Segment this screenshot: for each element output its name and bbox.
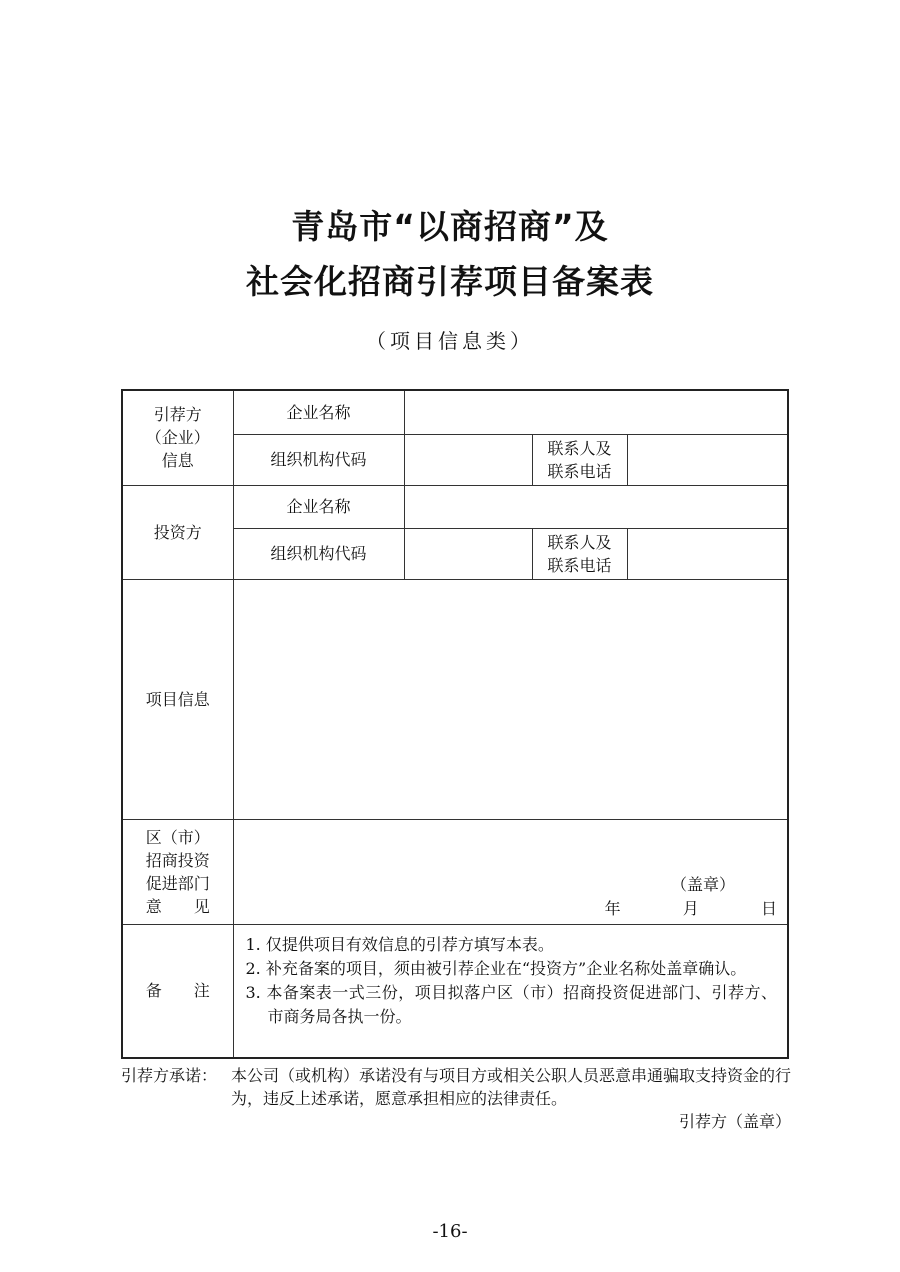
- district-label-line-2: 招商投资: [145, 850, 210, 870]
- recommender-company-name-field[interactable]: [404, 390, 788, 434]
- notes-list: [246, 933, 778, 1029]
- recommender-contact-label-line-2: 联系电话: [547, 461, 612, 481]
- form-title-line-1: 青岛市“以商招商”及: [291, 207, 609, 246]
- date-year-label: 年: [604, 898, 621, 918]
- investor-org-code-field[interactable]: [404, 528, 532, 579]
- investor-contact-label: [532, 528, 627, 579]
- investor-row-1: [122, 485, 788, 528]
- recommender-contact-label: [532, 434, 627, 485]
- investor-contact-label-line-2: 联系电话: [547, 555, 612, 575]
- project-info-label: 项目信息: [122, 579, 233, 819]
- recommender-label-line-2: （企业）: [145, 428, 210, 448]
- recommender-org-code-field[interactable]: [404, 434, 532, 485]
- district-label-line-1: 区（市）: [145, 827, 210, 847]
- notes-row: [122, 924, 788, 1058]
- investor-org-code-label: 组织机构代码: [233, 528, 404, 579]
- date-day-label: 日: [760, 898, 777, 918]
- recommender-label-line-1: 引荐方: [153, 405, 202, 425]
- district-label-line-3: 促进部门: [145, 873, 210, 893]
- recommender-company-name-label: 企业名称: [233, 390, 404, 434]
- recommender-row-1: [122, 390, 788, 434]
- pledge-lead: 引荐方承诺：: [121, 1066, 218, 1085]
- notes-content: [233, 924, 788, 1058]
- recommender-org-code-label: 组织机构代码: [233, 434, 404, 485]
- district-opinion-content: [234, 820, 788, 924]
- investor-company-name-label: 企业名称: [233, 485, 404, 528]
- note-item-1: 1. 仅提供项目有效信息的引荐方填写本表。: [245, 934, 554, 954]
- recommender-group-label: [122, 390, 233, 485]
- investor-contact-label-line-1: 联系人及: [547, 532, 612, 552]
- note-item-3: 3. 本备案表一式三份，项目拟落户区（市）招商投资促进部门、引荐方、市商务局各执一份。: [245, 982, 777, 1026]
- district-date-line: [605, 896, 777, 919]
- district-opinion-row: [122, 819, 788, 924]
- notes-label: 备 注: [122, 924, 233, 1058]
- district-seal-label: （盖章）: [670, 874, 735, 894]
- form-title-line-2: 社会化招商引荐项目备案表: [246, 262, 654, 301]
- recommender-contact-label-line-1: 联系人及: [547, 438, 612, 458]
- filing-form-table: [121, 389, 789, 1059]
- district-opinion-field[interactable]: [233, 819, 788, 924]
- note-item-2: 2. 补充备案的项目，须由被引荐企业在“投资方”企业名称处盖章确认。: [245, 958, 747, 978]
- project-info-row: [122, 579, 788, 819]
- page-number: -16-: [432, 1221, 468, 1242]
- investor-company-name-field[interactable]: [404, 485, 788, 528]
- pledge-body: 本公司（或机构）承诺没有与项目方或相关公职人员恶意串通骗取支持资金的行为，违反上述承诺，愿意承担相应的法律责任。: [231, 1066, 792, 1108]
- recommender-label-line-3: 信息: [161, 451, 194, 471]
- pledge-sign-label: 引荐方（盖章）: [678, 1112, 791, 1131]
- form-subtitle: （项目信息类）: [366, 329, 534, 353]
- district-opinion-label: [122, 819, 233, 924]
- recommender-contact-field[interactable]: [627, 434, 788, 485]
- date-month-label: 月: [682, 898, 699, 918]
- project-info-field[interactable]: [233, 579, 788, 819]
- investor-contact-field[interactable]: [627, 528, 788, 579]
- investor-group-label: 投资方: [122, 485, 233, 579]
- district-label-line-4: 意 见: [145, 896, 210, 916]
